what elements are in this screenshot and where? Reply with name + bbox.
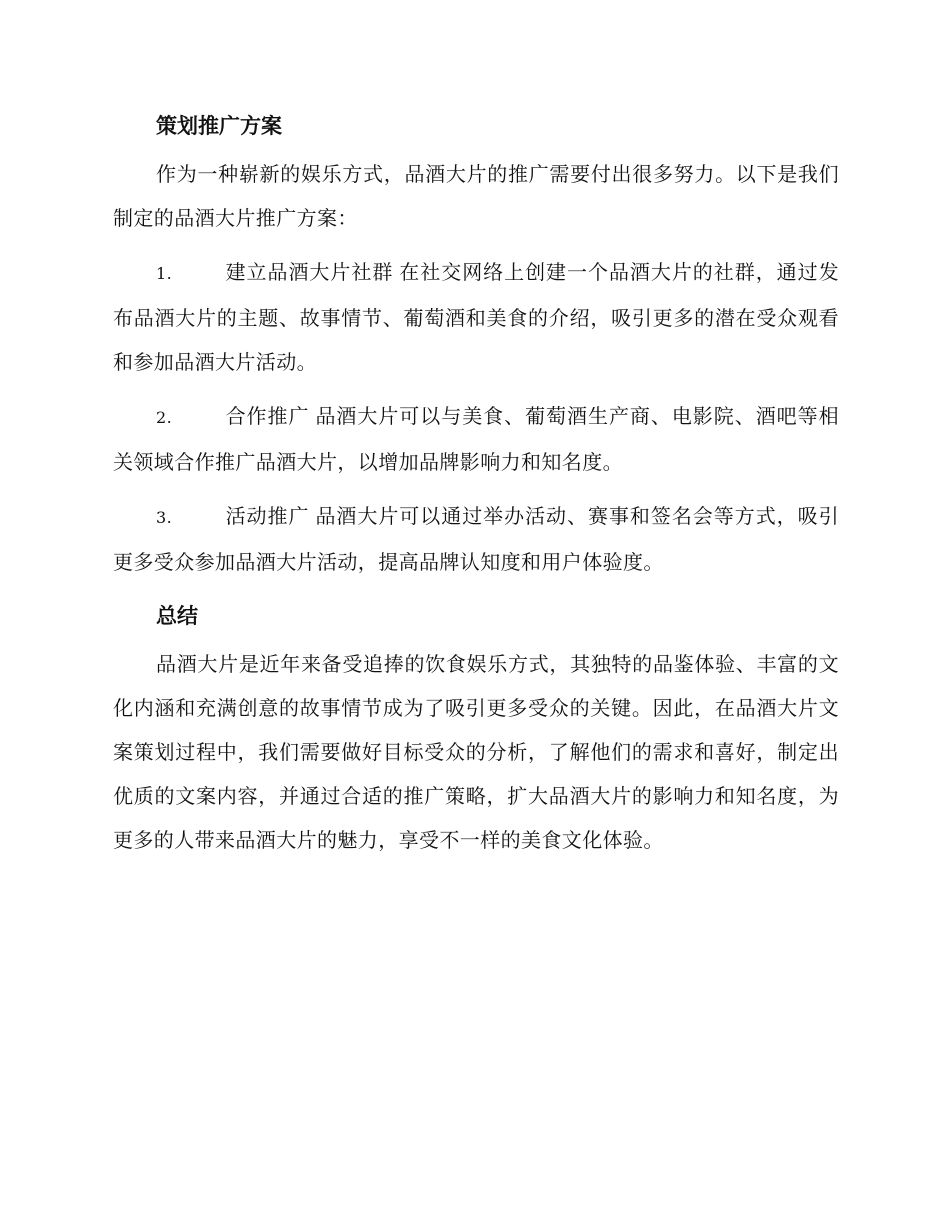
list-item-number: 1. [156,264,173,283]
section-heading-promotion: 策划推广方案 [156,113,282,138]
list-item-title: 建立品酒大片社群 [225,260,394,284]
document-body [113,104,839,872]
list-item-number: 3. [156,508,173,527]
list-item [113,394,839,484]
list-item-text: 品酒大片可以与美食、葡萄酒生产商、电影院、酒吧等相关领域合作推广品酒大片，以增加品牌影响力和知名度。 [113,404,840,474]
summary-paragraph: 品酒大片是近年来备受追捧的饮食娱乐方式，其独特的品鉴体验、丰富的文化内涵和充满创意的故事情节成为了吸引更多受众的关键。因此，在品酒大片文案策划过程中，我们需要做好目标受众的分析，了解他们的需求和喜好，制定出优质的文案内容，并通过合适的推广策略，扩大品酒大片的影响力和知名度，为更多的人带来品酒大片的魅力，享受不一样的美食文化体验。 [113,652,839,852]
list-item-number: 2. [156,408,173,427]
list-item-title: 活动推广 [225,504,310,528]
list-item-title: 合作推广 [225,404,310,428]
list-item [113,494,839,584]
list-item-text: 在社交网络上创建一个品酒大片的社群，通过发布品酒大片的主题、故事情节、葡萄酒和美食的介绍，吸引更多的潜在受众观看和参加品酒大片活动。 [113,260,840,374]
promotion-intro-paragraph: 作为一种崭新的娱乐方式，品酒大片的推广需要付出很多努力。以下是我们制定的品酒大片推广方案： [113,162,839,230]
list-item-text: 品酒大片可以通过举办活动、赛事和签名会等方式，吸引更多受众参加品酒大片活动，提高品牌认知度和用户体验度。 [113,504,840,574]
section-heading-summary: 总结 [156,603,198,628]
list-item [113,250,839,384]
